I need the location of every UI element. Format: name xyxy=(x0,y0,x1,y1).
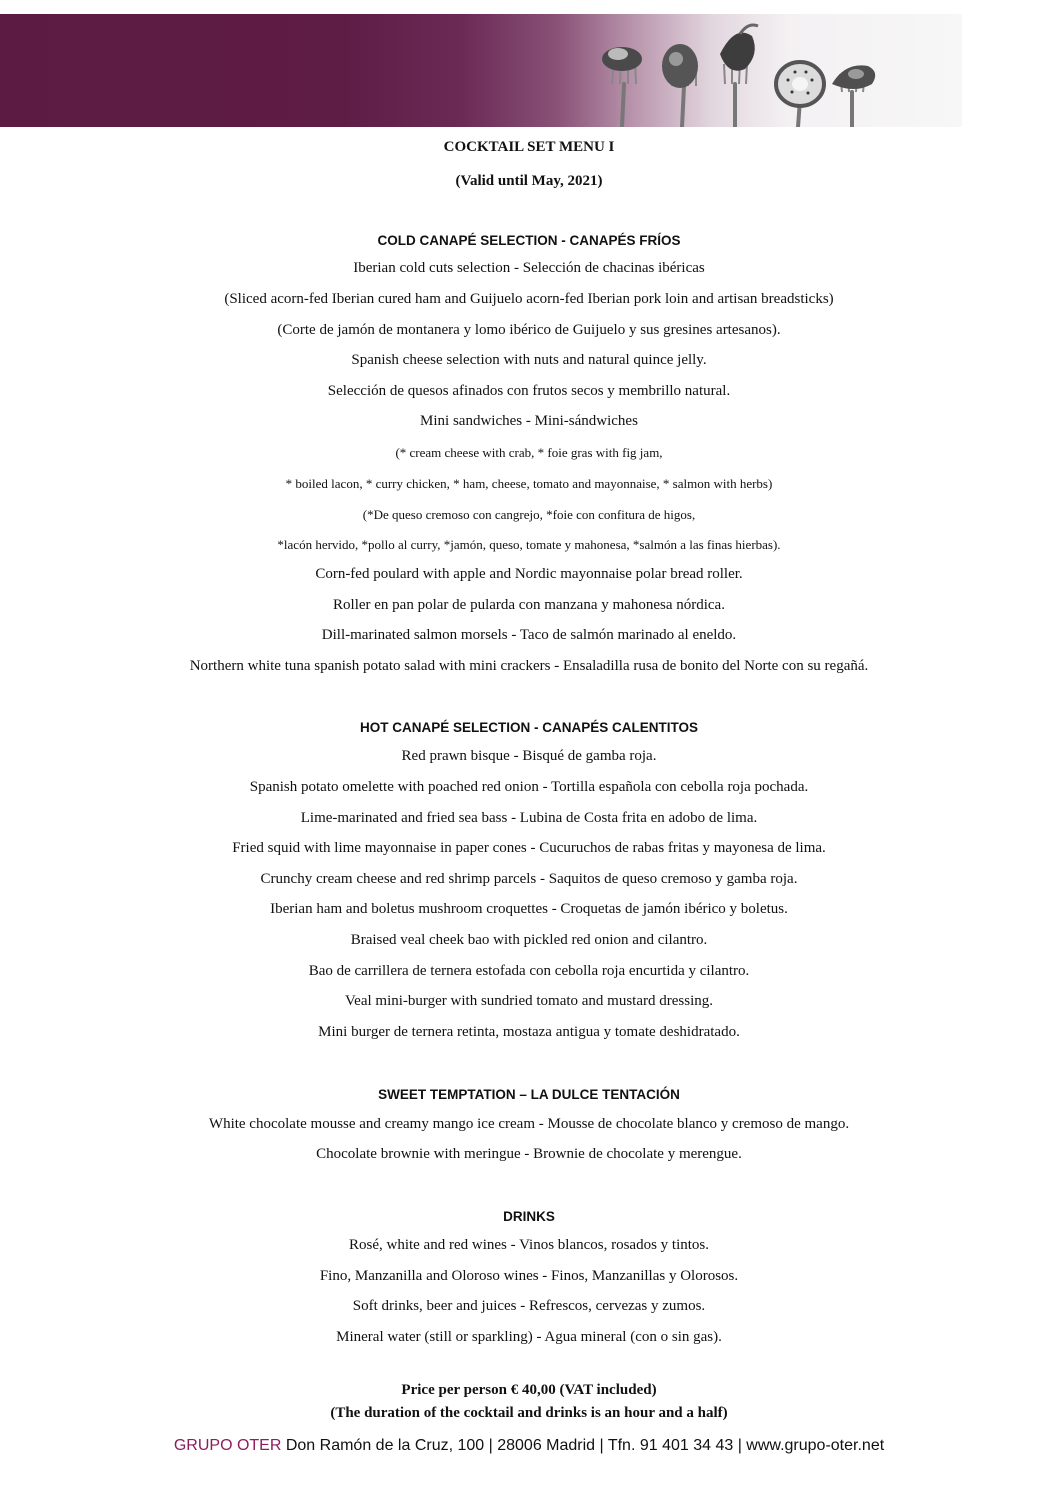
menu-item: Mineral water (still or sparkling) - Agua mineral (con o sin gas). xyxy=(336,1329,722,1345)
menu-item: Iberian ham and boletus mushroom croquettes - Croquetas de jamón ibérico y boletus. xyxy=(270,901,788,917)
menu-item: Bao de carrillera de ternera estofada con cebolla roja encurtida y cilantro. xyxy=(308,963,750,979)
menu-item: Mini sandwiches - Mini-sándwiches xyxy=(420,413,638,429)
menu-item-detail: (* cream cheese with crab, * foie gras with fig jam, xyxy=(395,445,663,460)
menu-item: Roller en pan polar de pularda con manzana y mahonesa nórdica. xyxy=(333,597,725,613)
menu-item: Mini burger de ternera retinta, mostaza antigua y tomate deshidratado. xyxy=(318,1024,740,1040)
menu-item: Spanish cheese selection with nuts and natural quince jelly. xyxy=(351,352,707,368)
fork-icon xyxy=(682,86,684,127)
header-banner xyxy=(0,14,962,127)
duration-note: (The duration of the cocktail and drinks is an hour and a half) xyxy=(330,1405,728,1421)
menu-item: White chocolate mousse and creamy mango ice cream - Mousse de chocolate blanco y cremoso de mango. xyxy=(208,1116,850,1132)
section-heading-cold: COLD CANAPÉ SELECTION - CANAPÉS FRÍOS xyxy=(377,233,681,248)
menu-item: Spanish potato omelette with poached red onion - Tortilla española con cebolla roja pochada. xyxy=(249,779,809,795)
brand-name: GRUPO OTER xyxy=(173,1437,282,1454)
menu-item: Dill-marinated salmon morsels - Taco de salmón marinado al eneldo. xyxy=(321,627,737,643)
fork-icon xyxy=(622,84,624,127)
menu-item-detail: * boiled lacon, * curry chicken, * ham, cheese, tomato and mayonnaise, * salmon with herbs) xyxy=(285,476,773,491)
menu-item: Iberian cold cuts selection - Selección de chacinas ibéricas xyxy=(353,260,705,276)
section-heading-drinks: DRINKS xyxy=(503,1209,555,1224)
menu-item-detail: *lacón hervido, *pollo al curry, *jamón, queso, tomate y mahonesa, *salmón a las finas hierbas). xyxy=(277,537,781,552)
food-on-forks-image xyxy=(0,14,962,127)
menu-item: Soft drinks, beer and juices - Refrescos, cervezas y zumos. xyxy=(352,1298,706,1314)
menu-item: (Sliced acorn-fed Iberian cured ham and Guijuelo acorn-fed Iberian pork loin and artisan breadsticks) xyxy=(224,291,834,307)
menu-item: Crunchy cream cheese and red shrimp parcels - Saquitos de queso cremoso y gamba roja. xyxy=(260,871,798,887)
section-heading-sweet: SWEET TEMPTATION – LA DULCE TENTACIÓN xyxy=(378,1087,680,1102)
menu-item: Corn-fed poulard with apple and Nordic mayonnaise polar bread roller. xyxy=(315,566,743,582)
menu-item-detail: (*De queso cremoso con cangrejo, *foie con confitura de higos, xyxy=(362,507,696,522)
menu-item: Red prawn bisque - Bisqué de gamba roja. xyxy=(401,748,657,764)
menu-item: Selección de quesos afinados con frutos secos y membrillo natural. xyxy=(327,383,731,399)
menu-item: Northern white tuna spanish potato salad with mini crackers - Ensaladilla rusa de bonito del Norte con su regañá. xyxy=(189,658,869,674)
menu-item: Rosé, white and red wines - Vinos blancos, rosados y tintos. xyxy=(348,1237,710,1253)
footer-address: Don Ramón de la Cruz, 100 | 28006 Madrid | Tfn. 91 401 34 43 | www.grupo-oter.net xyxy=(281,1437,885,1454)
price-per-person: Price per person € 40,00 (VAT included) xyxy=(401,1382,657,1398)
menu-item: Braised veal cheek bao with pickled red onion and cilantro. xyxy=(350,932,708,948)
menu-item: Chocolate brownie with meringue - Brownie de chocolate y merengue. xyxy=(316,1146,742,1162)
footer-contact xyxy=(0,1437,1058,1455)
menu-item: Fino, Manzanilla and Oloroso wines - Finos, Manzanillas y Olorosos. xyxy=(319,1268,739,1284)
menu-item: Veal mini-burger with sundried tomato and mustard dressing. xyxy=(345,993,713,1009)
section-heading-hot: HOT CANAPÉ SELECTION - CANAPÉS CALENTITOS xyxy=(359,720,699,735)
menu-title: COCKTAIL SET MENU I xyxy=(443,139,615,155)
menu-item: (Corte de jamón de montanera y lomo ibérico de Guijuelo y sus gresines artesanos). xyxy=(277,322,781,338)
validity-note: (Valid until May, 2021) xyxy=(455,173,603,189)
menu-item: Fried squid with lime mayonnaise in paper cones - Cucuruchos de rabas fritas y mayonesa de lima. xyxy=(232,840,826,856)
menu-item: Lime-marinated and fried sea bass - Lubina de Costa frita en adobo de lima. xyxy=(300,810,758,826)
